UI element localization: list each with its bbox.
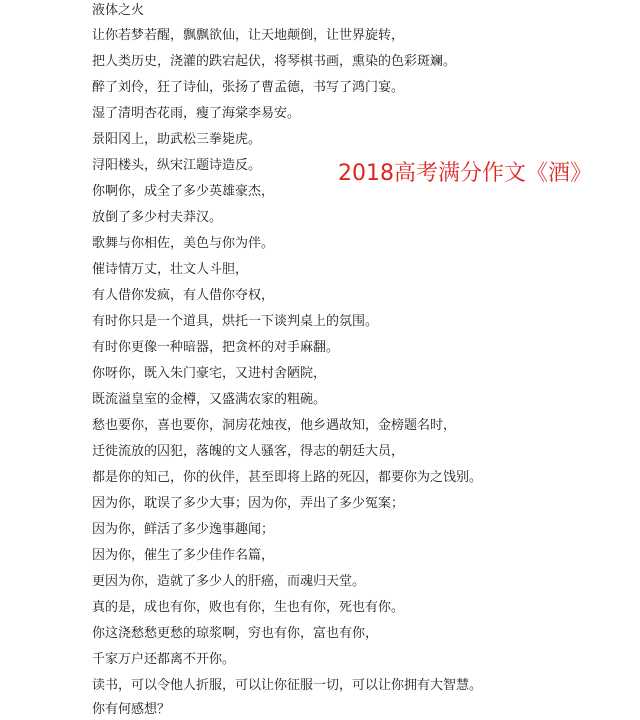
poem-line-4: 醉了刘伶，狂了诗仙，张扬了曹孟德，书写了鸿门宴。	[92, 80, 405, 95]
poem-line-1: 液体之火	[92, 3, 145, 18]
poem-line-10: 歌舞与你相佐，美色与你为伴。	[92, 236, 275, 251]
poem-line-24: 真的是，成也有你，败也有你，生也有你，死也有你。	[92, 600, 405, 615]
poem-line-14: 有时你更像一种暗器，把贪杯的对手麻翻。	[92, 340, 340, 355]
poem-line-8: 你啊你，成全了多少英雄豪杰，	[92, 184, 275, 199]
poem-line-22: 因为你，催生了多少佳作名篇，	[92, 548, 275, 563]
poem-line-5: 湿了清明杏花雨，瘦了海棠李易安。	[92, 106, 301, 121]
poem-line-11: 催诗情万丈，壮文人斗胆，	[92, 262, 249, 277]
poem-line-21: 因为你，鲜活了多少逸事趣闻；	[92, 522, 275, 537]
poem-line-12: 有人借你发疯，有人借你夺权，	[92, 288, 275, 303]
poem-line-3: 把人类历史，浇灌的跌宕起伏，将琴棋书画，熏染的色彩斑斓。	[92, 54, 457, 69]
poem-line-19: 都是你的知己，你的伙伴，甚至即将上路的死囚，都要你为之饯别。	[92, 470, 483, 485]
poem-line-7: 浔阳楼头，纵宋江题诗造反。	[92, 158, 262, 173]
poem-line-16: 既流溢皇室的金樽，又盛满农家的粗碗。	[92, 392, 327, 407]
poem-line-25: 你这浇愁愁更愁的琼浆啊，穷也有你，富也有你，	[92, 626, 379, 641]
poem-line-13: 有时你只是一个道具，烘托一下谈判桌上的氛围。	[92, 314, 379, 329]
poem-line-26: 千家万户还都离不开你。	[92, 652, 236, 667]
poem-line-2: 让你若梦若醒，飘飘欲仙，让天地颠倒，让世界旋转，	[92, 28, 405, 43]
poem-line-27: 读书，可以令他人折服，可以让你征服一切，可以让你拥有大智慧。	[92, 678, 483, 693]
poem-line-6: 景阳冈上，助武松三拳毙虎。	[92, 132, 262, 147]
poem-line-23: 更因为你，造就了多少人的肝癌，而魂归天堂。	[92, 574, 366, 589]
poem-line-15: 你呀你，既入朱门豪宅，又进村舍陋院，	[92, 366, 327, 381]
poem-line-18: 迁徙流放的囚犯，落魄的文人骚客，得志的朝廷大员，	[92, 444, 405, 459]
poem-line-28: 你有何感想？	[92, 702, 171, 717]
overlay-title: 2018高考满分作文《酒》	[338, 161, 592, 186]
poem-line-20: 因为你，耽误了多少大事；因为你，弄出了多少冤案；	[92, 496, 405, 511]
poem-line-9: 放倒了多少村夫莽汉。	[92, 210, 223, 225]
poem-line-17: 愁也要你，喜也要你，洞房花烛夜，他乡遇故知，金榜题名时，	[92, 418, 457, 433]
